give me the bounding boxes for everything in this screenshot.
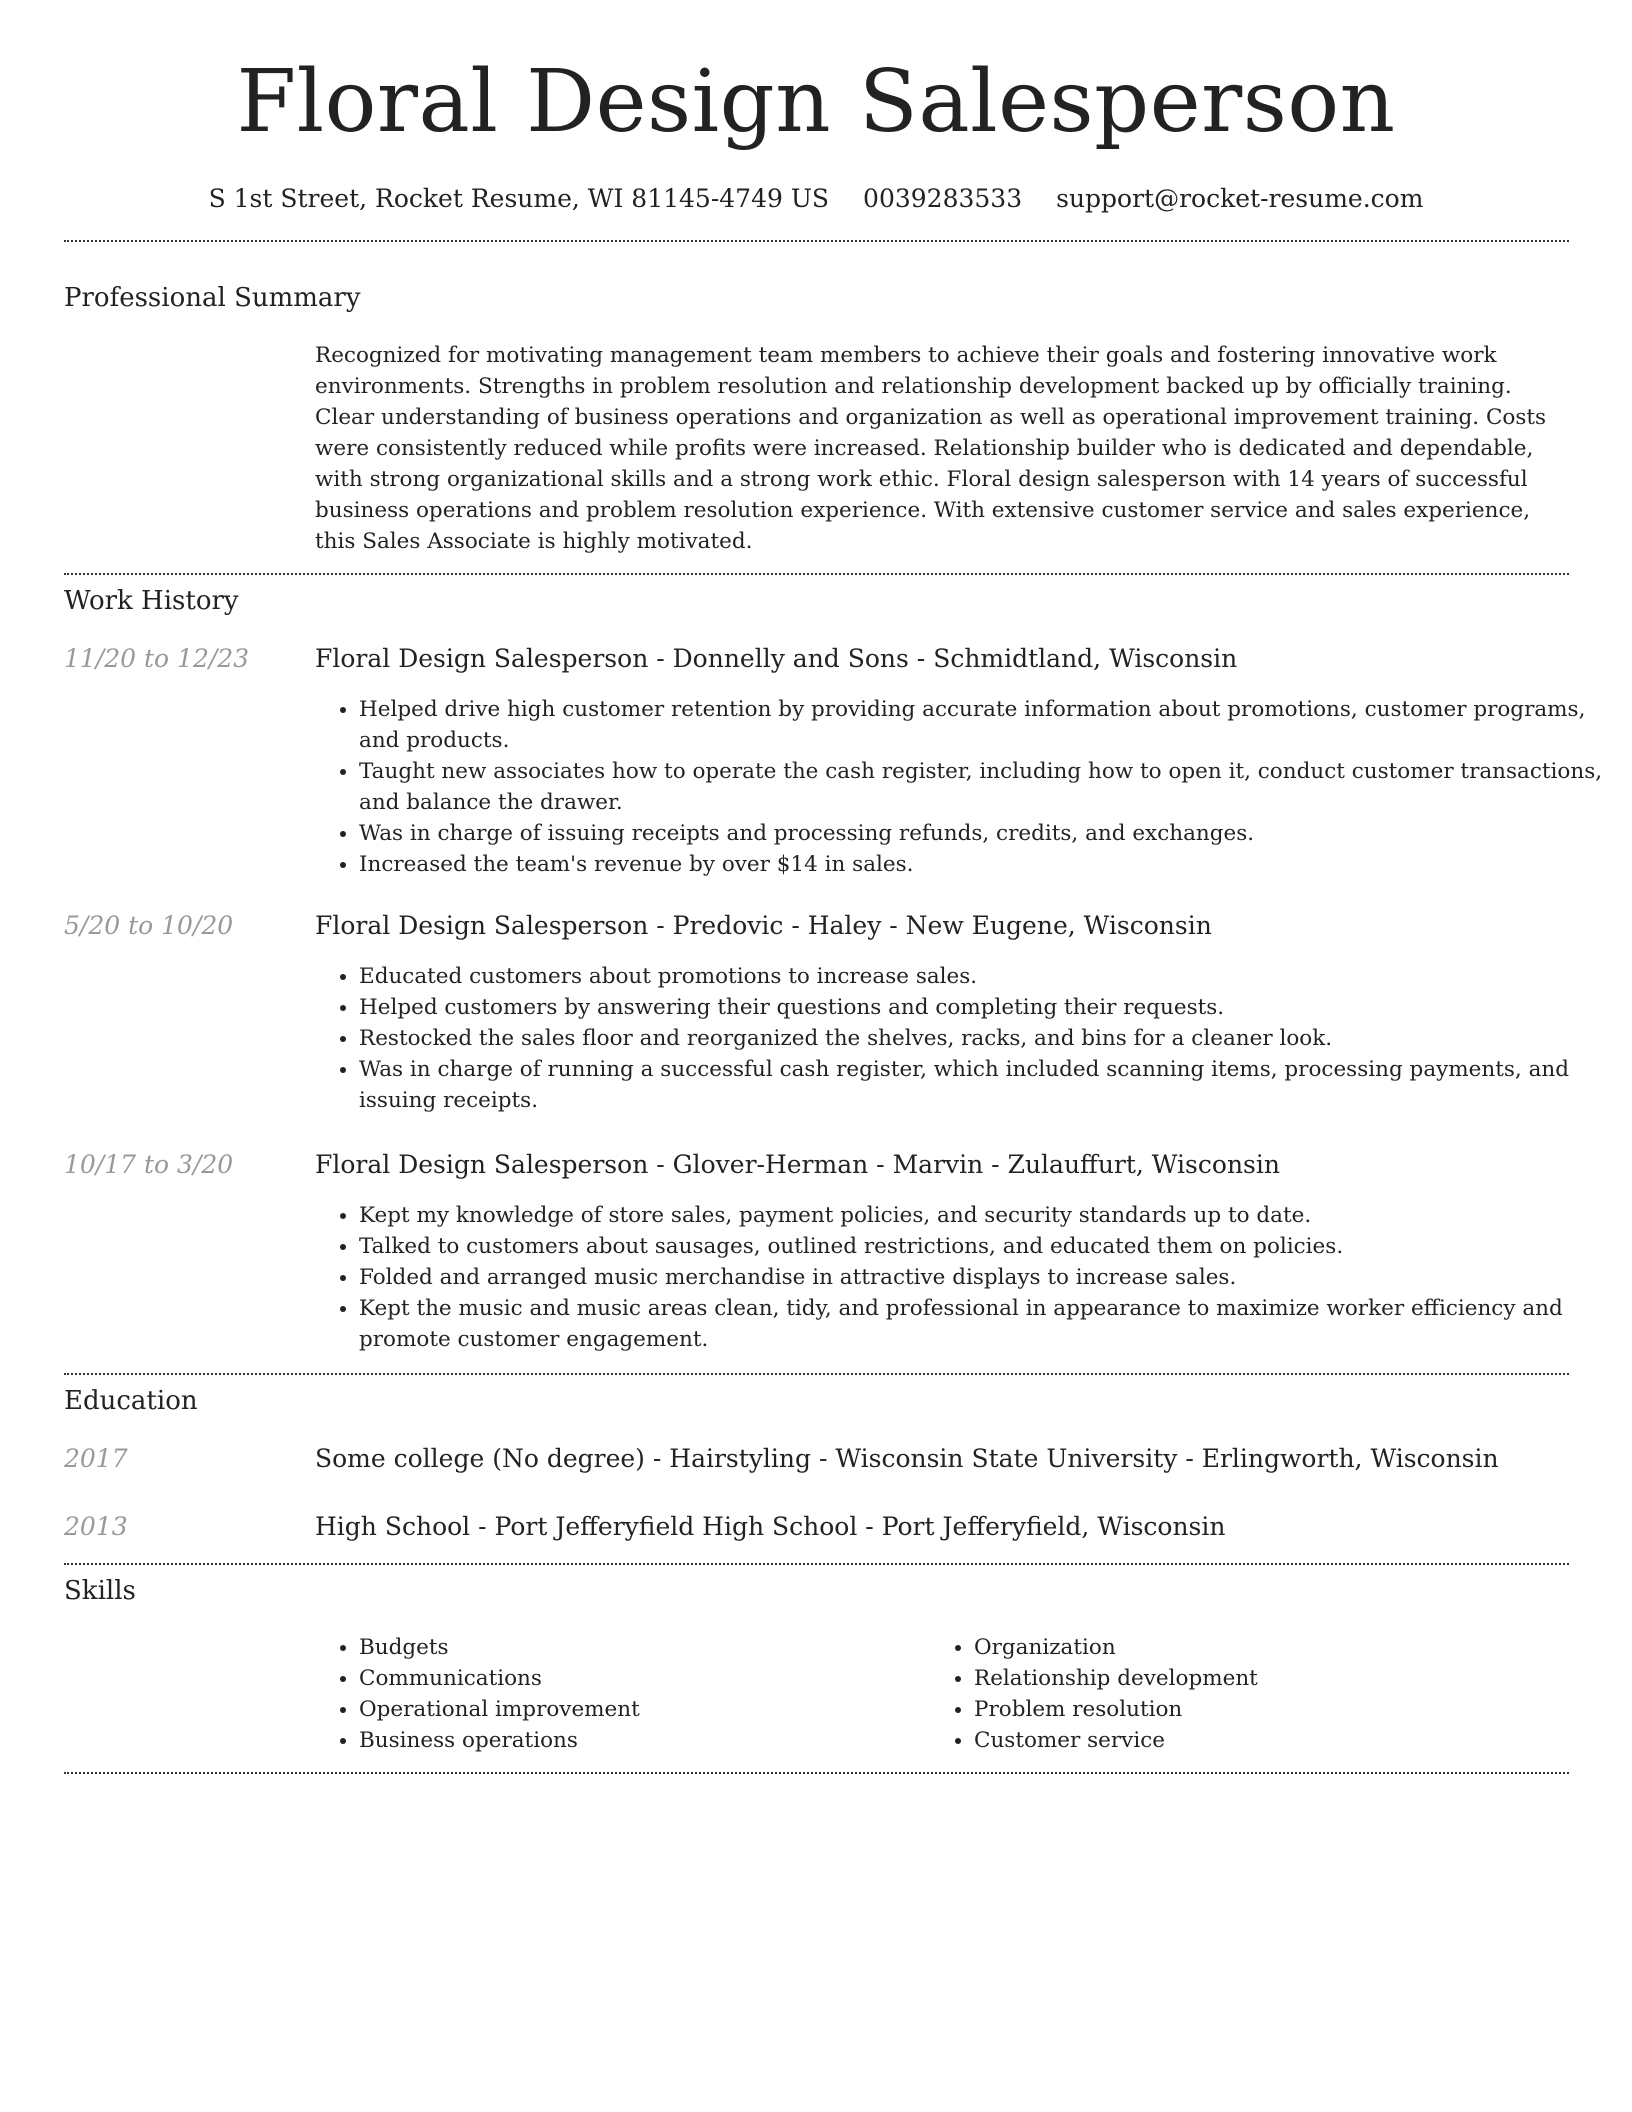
job-heading: Floral Design Salesperson - Predovic - Haley - New Eugene, Wisconsin [315,911,1212,940]
job-heading: Floral Design Salesperson - Donnelly and Sons - Schmidtland, Wisconsin [315,644,1238,673]
list-item: • Communications [359,1663,640,1694]
list-item: • Was in charge of running a successful cash register, which included scanning items, processing payments, and issuing receipts. [359,1054,1614,1116]
job-bullets [315,694,1614,880]
resume-header [0,0,1632,213]
skills-list-left [315,1632,640,1756]
job-dates: 5/20 to 10/20 [64,911,234,940]
job-dates: 11/20 to 12/23 [64,644,250,673]
education-section-title: Education [64,1386,198,1416]
summary-text: Recognized for motivating management team members to achieve their goals and fostering innovative work environments. Strengths in problem resolution and relationship development backed up by officially training. Clear understanding of business operations and organization as well as operational improvement training. Costs were consistently reduced while profits were increased. Relationship builder who is dedicated and dependable, with strong organizational skills and a strong work ethic. Floral design salesperson with 14 years of successful business operations and problem resolution experience. With extensive customer service and sales experience, this Sales Associate is highly motivated. [315,343,1547,554]
education-year: 2017 [64,1444,128,1473]
list-item: • Taught new associates how to operate the cash register, including how to open it, conduct customer transactions, and balance the drawer. [359,756,1614,818]
address: S 1st Street, Rocket Resume, WI 81145-4749 US [208,184,830,213]
list-item: • Organization [974,1632,1258,1663]
section-divider [64,1373,1569,1375]
section-divider [64,1563,1569,1565]
list-item: • Helped customers by answering their questions and completing their requests. [359,992,1614,1023]
list-item: • Kept my knowledge of store sales, payment policies, and security standards up to date. [359,1200,1614,1231]
contact-info [0,184,1632,213]
candidate-name: Floral Design Salesperson [236,52,1396,152]
list-item: • Folded and arranged music merchandise in attractive displays to increase sales. [359,1262,1614,1293]
job-bullets [315,1200,1614,1355]
email: support@rocket-resume.com [1056,184,1424,213]
list-item: • Talked to customers about sausages, outlined restrictions, and educated them on policies. [359,1231,1614,1262]
education-year: 2013 [64,1512,128,1541]
list-item: • Problem resolution [974,1694,1258,1725]
list-item: • Customer service [974,1725,1258,1756]
job-bullets [315,961,1614,1116]
list-item: • Increased the team's revenue by over $14 in sales. [359,849,1614,880]
job-heading: Floral Design Salesperson - Glover-Herman - Marvin - Zulauffurt, Wisconsin [315,1150,1280,1179]
list-item: • Was in charge of issuing receipts and processing refunds, credits, and exchanges. [359,818,1614,849]
skills-list-right [930,1632,1258,1756]
list-item: • Operational improvement [359,1694,640,1725]
list-item: • Educated customers about promotions to increase sales. [359,961,1614,992]
education-heading: High School - Port Jefferyfield High School - Port Jefferyfield, Wisconsin [315,1512,1226,1541]
list-item: • Relationship development [974,1663,1258,1694]
work-section-title: Work History [64,586,239,616]
section-divider [64,240,1569,242]
section-divider [64,573,1569,575]
list-item: • Restocked the sales floor and reorganized the shelves, racks, and bins for a cleaner look. [359,1023,1614,1054]
education-heading: Some college (No degree) - Hairstyling - Wisconsin State University - Erlingworth, Wisconsin [315,1444,1499,1473]
job-dates: 10/17 to 3/20 [64,1150,234,1179]
phone: 0039283533 [863,184,1023,213]
summary-section-title: Professional Summary [64,283,361,313]
list-item: • Business operations [359,1725,640,1756]
list-item: • Budgets [359,1632,640,1663]
list-item: • Helped drive high customer retention by providing accurate information about promotions, customer programs, and products. [359,694,1614,756]
skills-section-title: Skills [64,1576,136,1606]
section-divider [64,1772,1569,1774]
list-item: • Kept the music and music areas clean, tidy, and professional in appearance to maximize worker efficiency and promote customer engagement. [359,1293,1614,1355]
